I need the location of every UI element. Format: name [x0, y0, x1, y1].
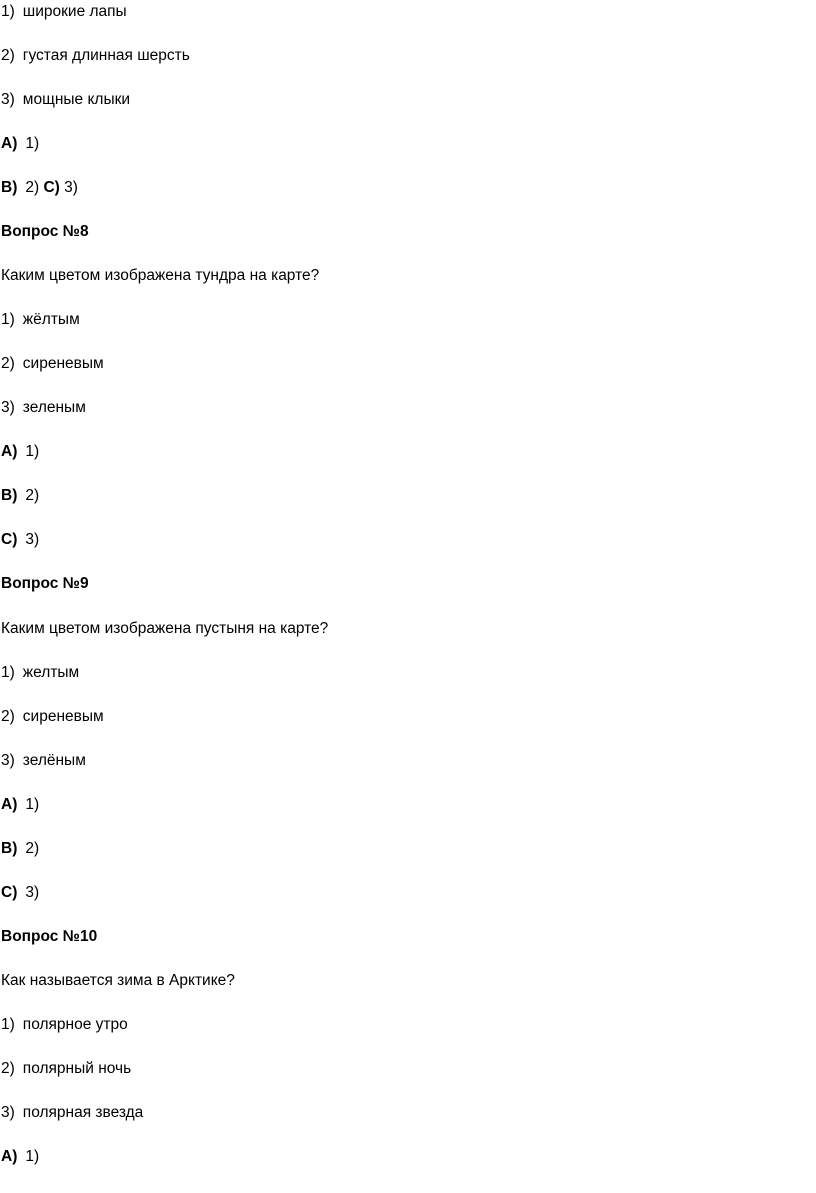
q9-option-3 — [1, 751, 86, 771]
option-text: широкие лапы — [22, 3, 127, 20]
q10-option-2 — [1, 1059, 131, 1079]
answer-label: B) — [1, 487, 18, 504]
option-text: полярный ночь — [22, 1060, 132, 1077]
option-text: зелёным — [22, 752, 86, 769]
option-text: жёлтым — [22, 311, 80, 328]
option-number: 1) — [1, 3, 15, 20]
option-text: густая длинная шерсть — [22, 47, 190, 64]
question-text: Каким цветом изображена пустыня на карте? — [1, 620, 329, 637]
answer-value: 2) — [25, 179, 40, 196]
q7-option-1 — [1, 2, 127, 22]
q7-option-2 — [1, 46, 190, 66]
q9-option-2 — [1, 707, 104, 727]
answer-value: 1) — [25, 1148, 40, 1165]
option-text: полярное утро — [22, 1016, 128, 1033]
question-heading: Вопрос №8 — [1, 223, 89, 240]
answer-value: 2) — [25, 840, 40, 857]
q9-answer-c — [1, 883, 39, 903]
option-number: 2) — [1, 708, 15, 725]
q9-option-1 — [1, 663, 79, 683]
question-heading: Вопрос №9 — [1, 575, 89, 592]
q8-answer-b — [1, 486, 39, 506]
answer-label: C) — [43, 179, 60, 196]
q8-option-3 — [1, 398, 86, 418]
answer-label: B) — [1, 840, 18, 857]
q9-answer-b — [1, 839, 39, 859]
question-text: Каким цветом изображена тундра на карте? — [1, 267, 320, 284]
answer-value: 1) — [25, 796, 40, 813]
answer-value: 3) — [25, 884, 40, 901]
q9-answer-a — [1, 795, 39, 815]
option-number: 1) — [1, 311, 15, 328]
option-text: мощные клыки — [22, 91, 131, 108]
answer-label: A) — [1, 796, 18, 813]
answer-value: 1) — [25, 443, 40, 460]
option-text: желтым — [22, 664, 80, 681]
option-number: 3) — [1, 399, 15, 416]
q8-option-1 — [1, 310, 80, 330]
answer-value: 1) — [25, 135, 40, 152]
q8-answer-c — [1, 530, 39, 550]
answer-label: A) — [1, 135, 18, 152]
answer-label: B) — [1, 179, 18, 196]
answer-label: C) — [1, 884, 18, 901]
answer-label: A) — [1, 1148, 18, 1165]
option-number: 3) — [1, 91, 15, 108]
option-text: сиреневым — [22, 355, 104, 372]
answer-label: A) — [1, 443, 18, 460]
q8-option-2 — [1, 354, 104, 374]
option-text: полярная звезда — [22, 1104, 144, 1121]
q7-answer-b-c — [1, 178, 78, 198]
option-number: 3) — [1, 1104, 15, 1121]
option-text: зеленым — [22, 399, 86, 416]
q8-answer-a — [1, 442, 39, 462]
option-number: 2) — [1, 355, 15, 372]
answer-value: 3) — [25, 531, 40, 548]
question-text: Как называется зима в Арктике? — [1, 972, 235, 989]
answer-value: 3) — [64, 179, 78, 196]
option-text: сиреневым — [22, 708, 104, 725]
option-number: 3) — [1, 752, 15, 769]
option-number: 1) — [1, 1016, 15, 1033]
option-number: 2) — [1, 47, 15, 64]
option-number: 2) — [1, 1060, 15, 1077]
q10-answer-a — [1, 1147, 39, 1167]
answer-value: 2) — [25, 487, 40, 504]
q7-option-3 — [1, 90, 130, 110]
question-heading: Вопрос №10 — [1, 928, 98, 945]
q10-option-3 — [1, 1103, 143, 1123]
option-number: 1) — [1, 664, 15, 681]
q7-answer-a — [1, 134, 39, 154]
answer-label: C) — [1, 531, 18, 548]
q10-option-1 — [1, 1015, 128, 1035]
